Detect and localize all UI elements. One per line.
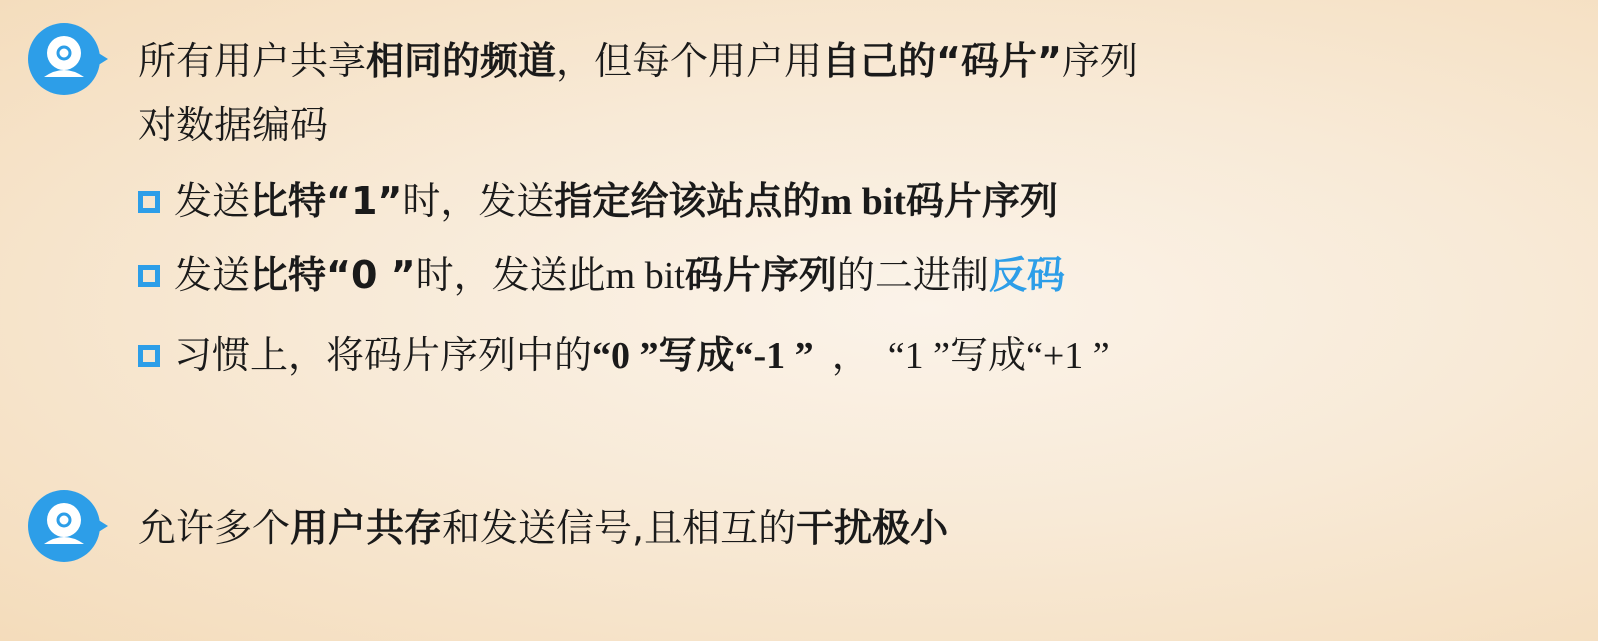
bold-run: “-1 ” bbox=[734, 335, 814, 377]
highlight-run: 反码 bbox=[988, 253, 1065, 297]
bold-run: 比特“1” bbox=[250, 179, 403, 223]
text-run: 发送 bbox=[174, 253, 251, 297]
text-run: “+1 ” bbox=[1025, 335, 1110, 377]
bold-run: 相同的频道 bbox=[366, 39, 557, 83]
sub-item-send-bit-0 bbox=[138, 250, 1065, 301]
camera-pin-icon bbox=[26, 19, 110, 99]
bold-run: 指定给该站点的 bbox=[554, 179, 821, 223]
text-run: 的二进制 bbox=[836, 253, 989, 297]
sub-item-send-bit-1 bbox=[138, 176, 1058, 227]
bold-run: m bit bbox=[820, 181, 906, 223]
bold-run: 用户共存 bbox=[290, 506, 443, 550]
square-bullet-icon bbox=[138, 345, 160, 367]
text-run: ，但每个用户用 bbox=[556, 39, 823, 83]
text-run: 写成 bbox=[949, 333, 1026, 377]
bold-run: “0 ” bbox=[592, 335, 659, 377]
bold-run: 码片序列 bbox=[905, 179, 1058, 223]
text-run: 所有用户共享 bbox=[138, 39, 367, 83]
bold-run: 干扰极小 bbox=[796, 506, 949, 550]
text-run: m bit bbox=[605, 255, 685, 297]
camera-pin-icon bbox=[26, 486, 110, 566]
text-run: 序列 bbox=[1062, 39, 1139, 83]
point-1-text-line-2: 对数据编码 bbox=[138, 103, 329, 147]
square-bullet-icon bbox=[138, 265, 160, 287]
point-2-text bbox=[138, 503, 948, 553]
square-bullet-icon bbox=[138, 191, 160, 213]
text-run: 允许多个 bbox=[138, 506, 291, 550]
bold-run: 写成 bbox=[658, 333, 735, 377]
bold-run: 比特“0 ” bbox=[250, 253, 416, 297]
point-1-text bbox=[138, 36, 1138, 86]
bold-run: 自己的“码片” bbox=[822, 39, 1062, 83]
sub-item-convention bbox=[138, 330, 1110, 381]
bold-run: 码片序列 bbox=[684, 253, 837, 297]
text-run: ， bbox=[831, 333, 870, 377]
text-run: 时，发送 bbox=[402, 179, 555, 223]
text-run: “1 ” bbox=[887, 335, 950, 377]
text-run: 时，发送此 bbox=[415, 253, 606, 297]
text-run: 发送 bbox=[174, 179, 251, 223]
text-run: 和发送信号,且相互的 bbox=[442, 506, 797, 550]
text-run: 习惯上，将码片序列中的 bbox=[174, 333, 593, 377]
